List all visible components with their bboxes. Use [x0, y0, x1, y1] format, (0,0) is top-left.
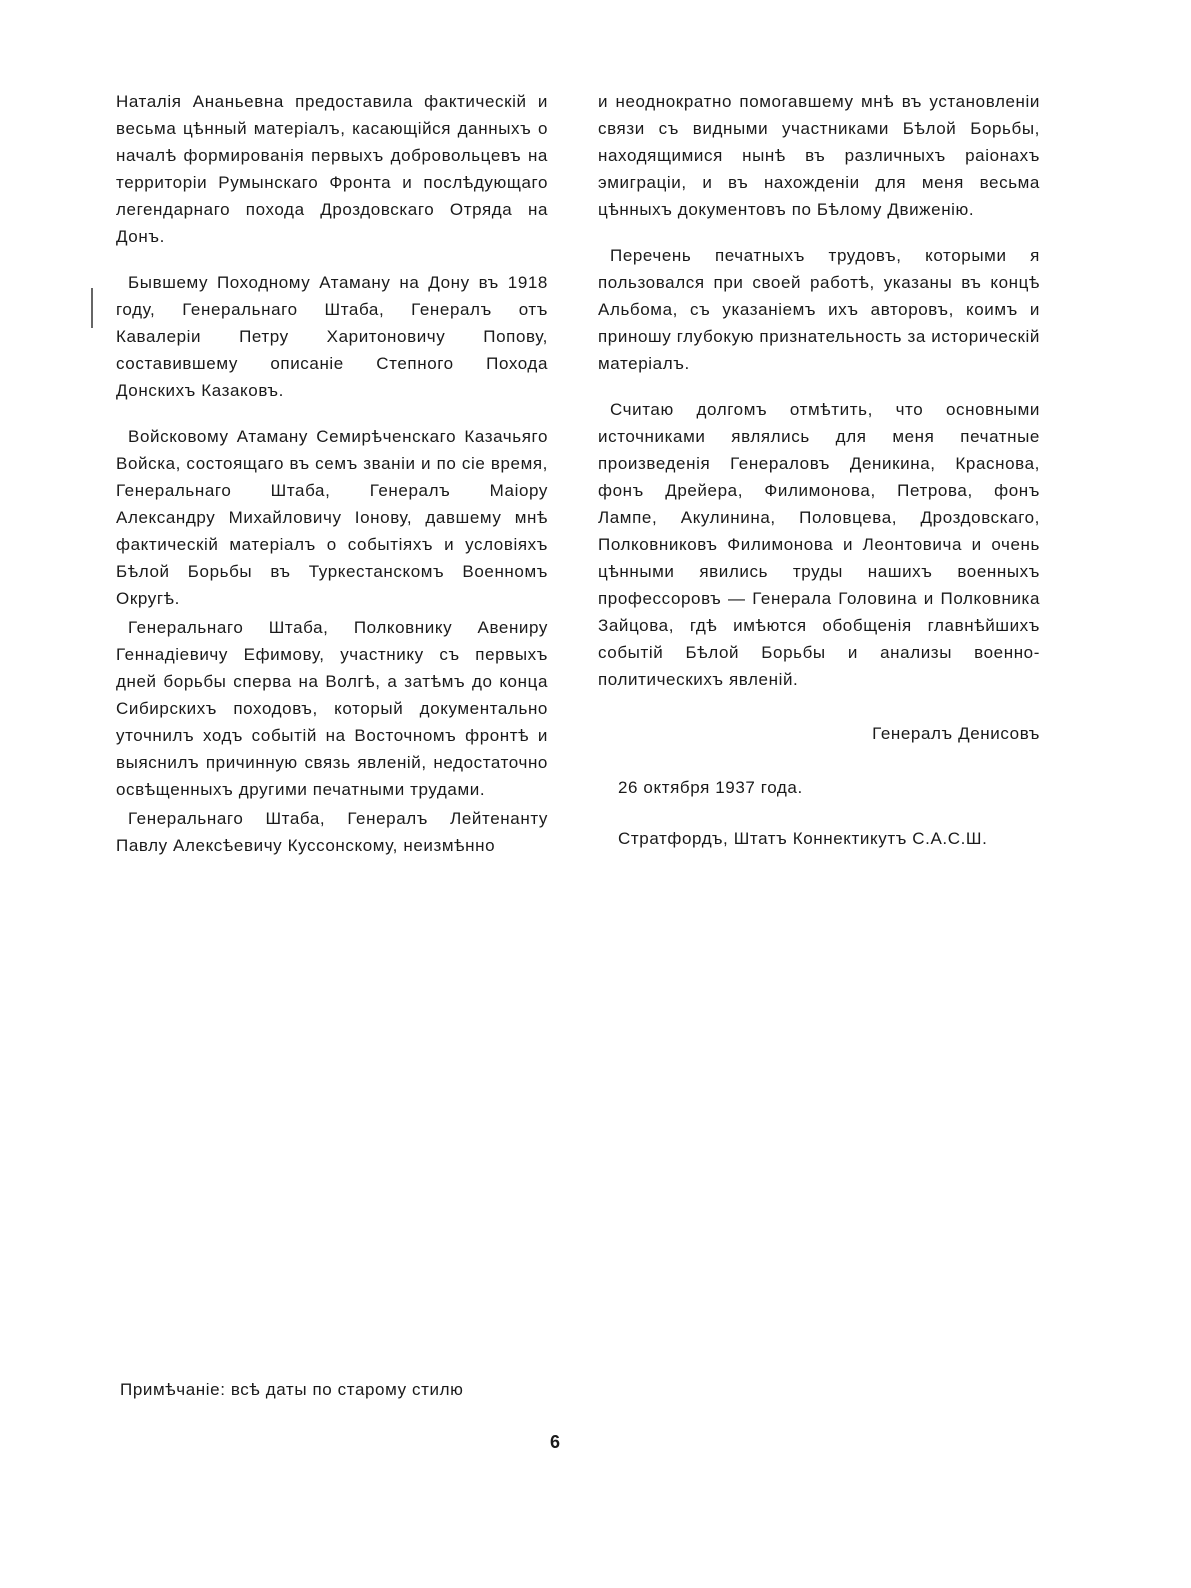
paragraph-popov: Бывшему Походному Атаману на Дону въ 1918 году, Генеральнаго Штаба, Генералъ отъ Кавалеріи Петру Харитоновичу Попову, составившему описаніе Степного Похода Донскихъ Казаковъ.: [116, 273, 548, 400]
document-place: Стратфордъ, Штатъ Коннектикутъ С.А.С.Ш.: [618, 829, 988, 848]
right-text-column: [598, 88, 1040, 852]
margin-pen-mark: [90, 288, 94, 328]
footnote: Примѣчаніе: всѣ даты по старому стилю: [120, 1380, 464, 1399]
paragraph-printed-works: Перечень печатныхъ трудовъ, которыми я пользовался при своей работѣ, указаны въ концѣ Альбома, съ указаніемъ ихъ авторовъ, коимъ и приношу глубокую признательность за историческій матеріалъ.: [598, 246, 1040, 373]
paragraph-kussonsky-continued: и неоднократно помогавшему мнѣ въ установленіи связи съ видными участниками Бѣлой Борьбы, находящимися нынѣ въ различныхъ раіонахъ эмиграціи, и въ нахожденіи для меня весьма цѣнныхъ документовъ по Бѣлому Движенію.: [598, 92, 1040, 219]
page-number: 6: [549, 1432, 560, 1452]
left-text-column: [116, 88, 548, 859]
paragraph-drozdovsky: Наталія Ананьевна предоставила фактическій и весьма цѣнный матеріалъ, касающійся данныхъ о началѣ формированія первыхъ добровольцевъ на территоріи Румынскаго Фронта и послѣдующаго легендарнаго похода Дроздовскаго Отряда на Донъ.: [116, 92, 548, 246]
paragraph-kussonsky: Генеральнаго Штаба, Генералъ Лейтенанту Павлу Алексѣевичу Куссонскому, неизмѣнно: [116, 809, 548, 855]
author-signature: Генералъ Денисовъ: [872, 724, 1040, 743]
paragraph-sources: Считаю долгомъ отмѣтить, что основными источниками являлись для меня печатные произведенія Генераловъ Деникина, Краснова, фонъ Дрейера, Филимонова, Петрова, фонъ Лампе, Акулинина, Половцева, Дроздовскаго, Полковниковъ Филимонова и Леонтовича и очень цѣнными явились труды нашихъ военныхъ профессоровъ — Генерала Головина и Полковника Зайцова, гдѣ имѣются обобщенія главнѣйшихъ событій Бѣлой Борьбы и анализы военно-политическихъ явленій.: [598, 400, 1040, 689]
paragraph-efimov: Генеральнаго Штаба, Полковнику Авениру Геннадіевичу Ефимову, участнику съ первыхъ дней борьбы сперва на Волгѣ, а затѣмъ до конца Сибирскихъ походовъ, который документально уточнилъ ходъ событій на Восточномъ фронтѣ и выяснилъ причинную связь явленій, недостаточно освѣщенныхъ другими печатными трудами.: [116, 618, 548, 799]
paragraph-ionov: Войсковому Атаману Семирѣченскаго Казачьяго Войска, состоящаго въ семъ званіи и по сіе время, Генеральнаго Штаба, Генералъ Маіору Александру Михайловичу Іонову, давшему мнѣ фактическій матеріалъ о событіяхъ и условіяхъ Бѣлой Борьбы въ Туркестанскомъ Военномъ Округѣ.: [116, 427, 548, 608]
document-date: 26 октября 1937 года.: [618, 778, 803, 797]
